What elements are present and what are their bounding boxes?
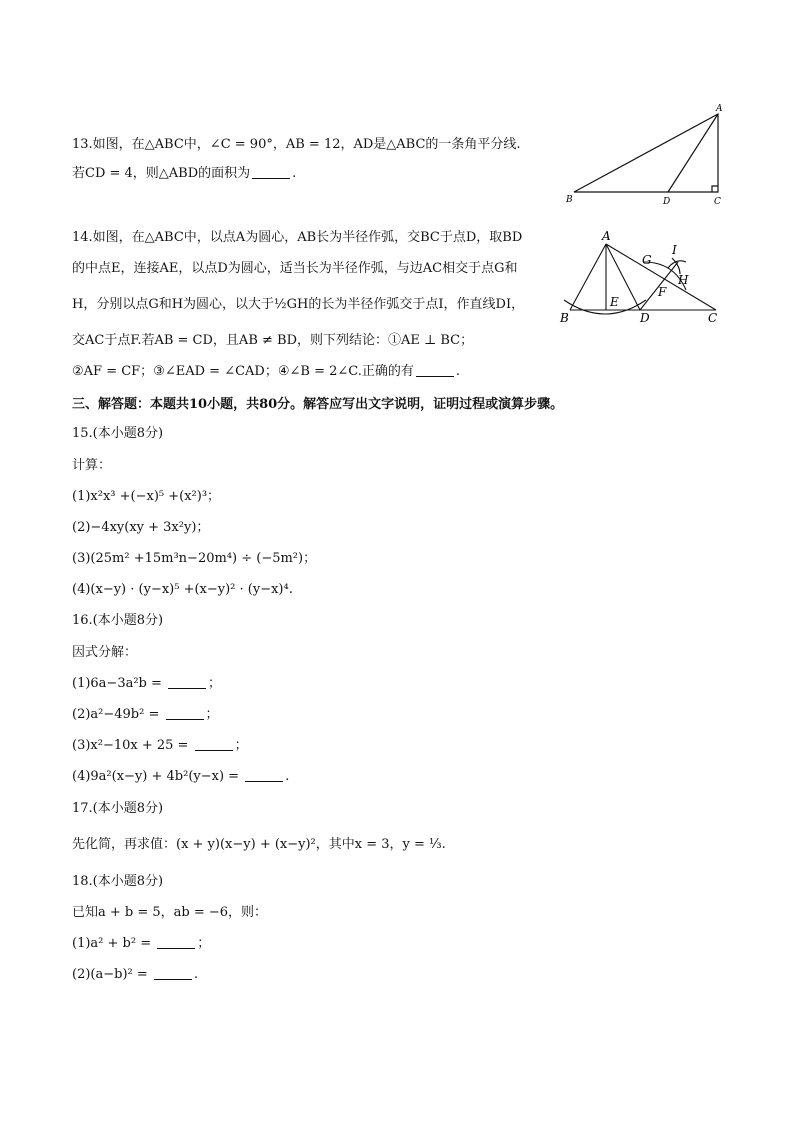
q18-item-2-end: .	[193, 967, 199, 982]
fig13-right-angle-mark	[712, 186, 718, 192]
q16-item-2	[72, 706, 219, 724]
q13-answer-blank[interactable]	[252, 166, 290, 179]
q16-item-4	[72, 768, 289, 786]
q14-line5-text: ②AF = CF；③∠EAD = ∠CAD；④∠B = 2∠C.正确的有	[72, 364, 414, 379]
q18-item-1-end: ；	[197, 936, 211, 951]
q18-item-1-expr: (1)a² + b² =	[72, 936, 156, 951]
fig14-label-h: H	[678, 273, 689, 287]
fig14-side-ab	[570, 244, 606, 310]
fig14-label-e: E	[610, 295, 619, 309]
q16-item-4-end: .	[285, 769, 290, 784]
q14-answer-blank[interactable]	[416, 364, 454, 377]
q15-title: 15.(本小题8分)	[72, 426, 164, 441]
section-3-heading: 三、解答题：本题共10小题，共80分。解答应写出文字说明，证明过程或演算步骤。	[72, 397, 564, 412]
fig14-label-d: D	[640, 311, 650, 325]
q16-item-2-end: ；	[205, 707, 219, 722]
q14-line5	[72, 363, 460, 381]
q14-line5-end: .	[455, 364, 461, 379]
fig14-label-g: G	[642, 253, 652, 267]
figure-14	[556, 228, 746, 332]
q14-line3: H，分别以点G和H为圆心，以大于½GH的长为半径作弧交于点I，作直线DI，	[72, 297, 525, 312]
q17-text: 先化简，再求值：(x + y)(x−y) + (x−y)²，其中x = 3，y = ⅓.	[72, 837, 446, 852]
fig14-label-c: C	[708, 311, 718, 325]
fig14-arc-bd	[564, 300, 646, 314]
q18-item-2	[72, 966, 198, 984]
q16-item-1-expr: (1)6a−3a²b =	[72, 676, 167, 691]
q18-intro: 已知a + b = 5，ab = −6，则：	[72, 905, 268, 920]
q15-item-3: (3)(25m² +15m³n−20m⁴) ÷ (−5m²)；	[72, 551, 317, 566]
q16-item-2-blank[interactable]	[166, 707, 204, 720]
q14-line1: 14.如图，在△ABC中，以点A为圆心，AB长为半径作弧，交BC于点D，取BD	[72, 230, 523, 245]
q13-line2-text: 若CD = 4，则△ABD的面积为	[72, 166, 251, 181]
q16-item-2-expr: (2)a²−49b² =	[72, 707, 164, 722]
q16-item-3	[72, 737, 248, 755]
fig14-label-i: I	[672, 243, 677, 257]
q16-item-1-end: ；	[208, 676, 222, 691]
fig13-label-c: C	[714, 197, 721, 207]
fig13-triangle	[574, 114, 718, 192]
q14-line4: 交AC于点F.若AB = CD，且AB ≠ BD，则下列结论：①AE ⊥ BC；	[72, 333, 474, 348]
q18-item-2-blank[interactable]	[154, 967, 192, 980]
q18-item-1-blank[interactable]	[157, 936, 195, 949]
fig14-label-a: A	[602, 229, 611, 243]
q18-item-1	[72, 935, 210, 953]
q17-title: 17.(本小题8分)	[72, 801, 164, 816]
q13-line1: 13.如图，在△ABC中，∠C = 90°，AB = 12，AD是△ABC的一条角平分线.	[72, 137, 521, 152]
q15-item-4: (4)(x−y) · (y−x)⁵ +(x−y)² · (y−x)⁴.	[72, 582, 293, 597]
q16-item-3-end: ；	[234, 738, 248, 753]
q13-line2-end: .	[292, 166, 297, 181]
q15-intro: 计算：	[72, 458, 112, 473]
q15-item-2: (2)−4xy(xy + 3x²y)；	[72, 520, 210, 535]
q16-item-4-blank[interactable]	[245, 769, 283, 782]
figure-13	[560, 100, 740, 210]
q18-title: 18.(本小题8分)	[72, 874, 164, 889]
q18-item-2-expr: (2)(a−b)² =	[72, 967, 152, 982]
fig13-label-b: B	[566, 195, 573, 205]
q16-item-1-blank[interactable]	[168, 676, 206, 689]
fig14-label-f: F	[658, 285, 667, 299]
q14-line2: 的中点E，连接AE，以点D为圆心，适当长为半径作弧，与边AC相交于点G和	[72, 261, 518, 276]
q16-intro: 因式分解：	[72, 645, 138, 660]
q16-title: 16.(本小题8分)	[72, 613, 164, 628]
fig13-label-a: A	[716, 104, 723, 114]
q13-line2	[72, 165, 296, 183]
fig14-label-b: B	[560, 311, 569, 325]
q16-item-4-expr: (4)9a²(x−y) + 4b²(y−x) =	[72, 769, 244, 784]
q16-item-1	[72, 675, 221, 693]
fig13-label-d: D	[663, 197, 671, 207]
q15-item-1: (1)x²x³ +(−x)⁵ +(x²)³；	[72, 489, 221, 504]
q16-item-3-blank[interactable]	[195, 738, 233, 751]
fig13-bisector-ad	[668, 114, 718, 192]
q16-item-3-expr: (3)x²−10x + 25 =	[72, 738, 193, 753]
